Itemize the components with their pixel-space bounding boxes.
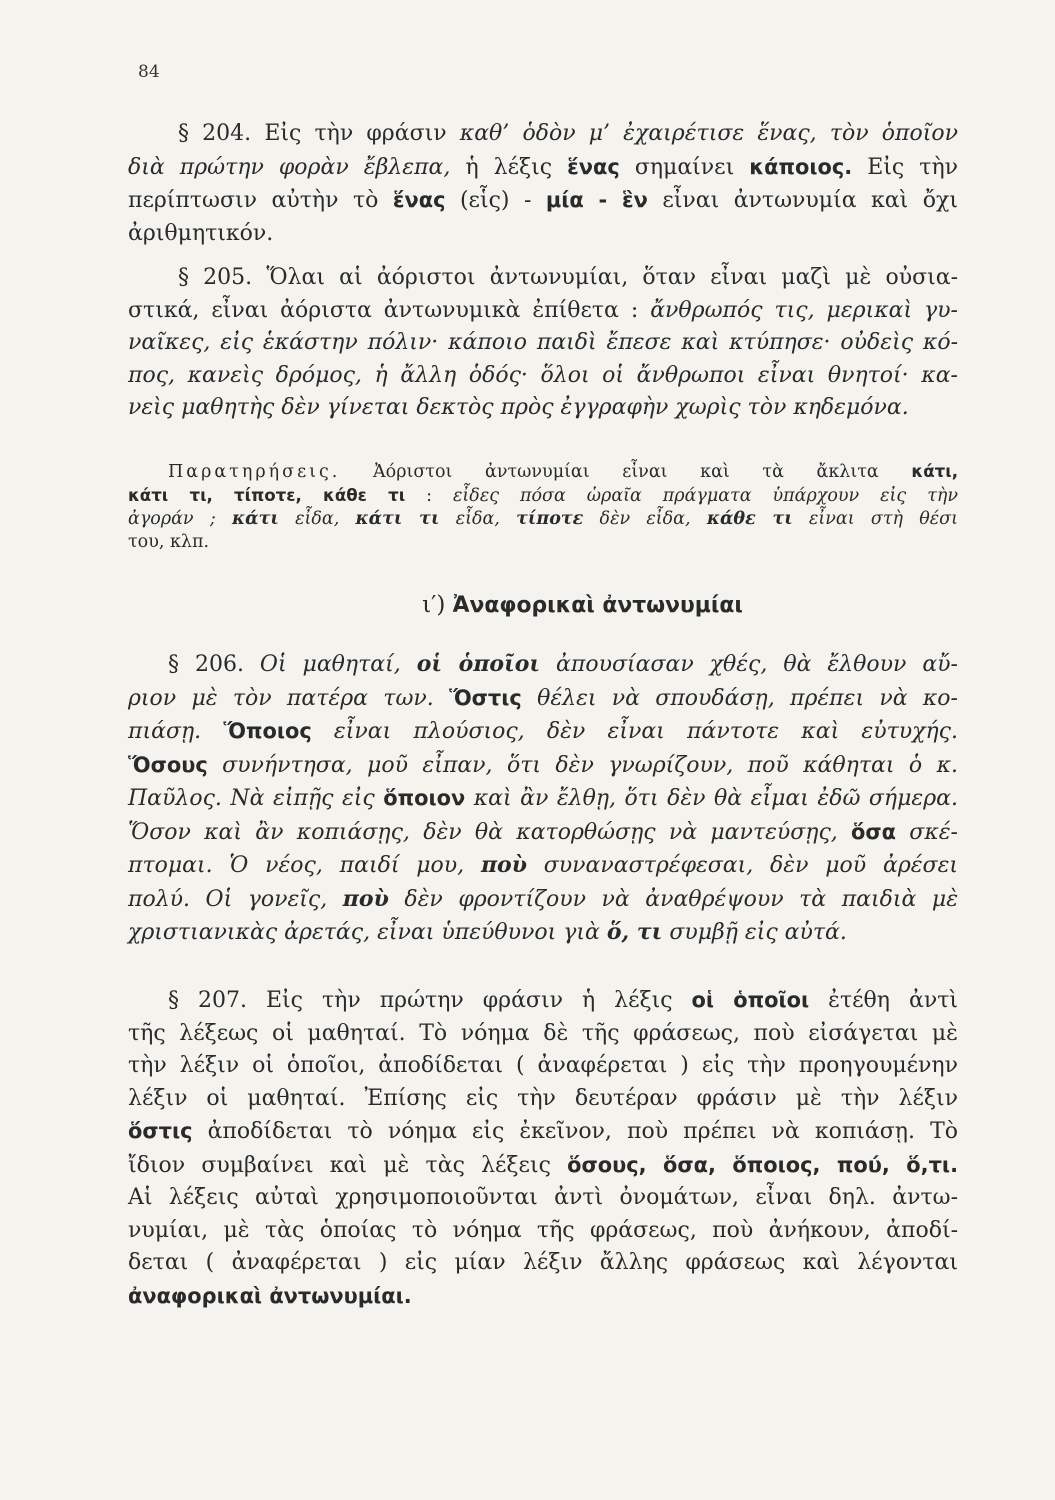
text-line: δεται ( ἀναφέρεται ) εἰς μίαν λέξιν ἄλλης φράσεως καὶ λέγονται [128, 1250, 958, 1275]
observations [128, 460, 958, 554]
text-line: περίπτωσιν αὐτὴν τὸ ἕνας (εἷς) - μία - ἓν εἶναι ἀντωνυμία καὶ ὄχι [128, 188, 958, 213]
text-line: Ὅσους συνήντησα, μοῦ εἶπαν, ὅτι δὲν γνωρίζουν, ποῦ κάθηται ὁ κ. [128, 752, 958, 778]
text-line: πος, κανεὶς δρόμος, ἡ ἄλλη ὁδός· ὅλοι οἱ ἄνθρωποι εἶναι θνητοί· κα- [128, 362, 958, 388]
text-line: § 206. Οἱ μαθηταί, οἱ ὁποῖοι ἀπουσίασαν χθές, θὰ ἔλθουν αὔ- [168, 651, 958, 677]
page-number: 84 [138, 62, 160, 82]
text-line: ἴδιον συμβαίνει καὶ μὲ τὰς λέξεις ὅσους, ὅσα, ὅποιος, πού, ὅ,τι. [128, 1152, 959, 1178]
text-line: νεὶς μαθητὴς δὲν γίνεται δεκτὸς πρὸς ἐγγραφὴν χωρὶς τὸν κηδεμόνα. [128, 395, 909, 420]
text-line: λέξιν οἱ μαθηταί. Ἐπίσης εἰς τὴν δευτέραν φράσιν μὲ τὴν λέξιν [128, 1085, 958, 1111]
text-line: τὴν λέξιν οἱ ὁποῖοι, ἀποδίδεται ( ἀναφέρεται ) εἰς τὴν προηγουμένην [128, 1053, 958, 1078]
text-line: τῆς λέξεως οἱ μαθηταί. Τὸ νόημα δὲ τῆς φράσεως, ποὺ εἰσάγεται μὲ [128, 1020, 958, 1046]
text-line: Παῦλος. Νὰ εἰπῇς εἰς ὅποιον καὶ ἂν ἔλθῃ, ὅτι δὲν θὰ εἶμαι ἐδῶ σήμερα. [128, 786, 958, 811]
text-line: πολύ. Οἱ γονεῖς, ποὺ δὲν φροντίζουν νὰ ἀναθρέψουν τὰ παιδιὰ μὲ [128, 885, 959, 912]
text-line: πτομαι. Ὁ νέος, παιδί μου, ποὺ συναναστρέφεσαι, δὲν μοῦ ἀρέσει [128, 852, 959, 878]
text-line: Παρατηρήσεις. Ἀόριστοι ἀντωνυμίαι εἶναι καὶ τὰ ἄκλιτα κάτι, [168, 462, 958, 482]
text-line: κάτι τι, τίποτε, κάθε τι : εἶδες πόσα ὡραῖα πράγματα ὑπάρχουν εἰς τὴν [128, 486, 958, 506]
observations-label: Παρατηρήσεις. [168, 462, 341, 482]
text-line: ἀγοράν ; κάτι εἶδα, κάτι τι εἶδα, τίποτε δὲν εἶδα, κάθε τι εἶναι στὴ θέσι [128, 509, 958, 529]
paragraph-206 [128, 648, 958, 950]
text-line: στικά, εἶναι ἀόριστα ἀντωνυμικὰ ἐπίθετα : ἄνθρωπός τις, μερικαὶ γυ- [128, 297, 958, 323]
paragraph-207 [128, 984, 958, 1312]
text-line: του, κλπ. [128, 532, 210, 552]
text-line: ριον μὲ τὸν πατέρα των. Ὅστις θέλει νὰ σπουδάσῃ, πρέπει νὰ κο- [128, 685, 958, 711]
text-line: § 205. Ὅλαι αἱ ἀόριστοι ἀντωνυμίαι, ὅταν εἶναι μαζὶ μὲ οὐσια- [178, 265, 958, 290]
text-line: § 204. Εἰς τὴν φράσιν καθ’ ὁδὸν μ’ ἐχαιρέτισε ἕνας, τὸν ὁποῖον [178, 121, 958, 146]
paragraph-205 [128, 262, 958, 425]
text-line: διὰ πρώτην φορὰν ἔβλεπα, ἡ λέξις ἕνας σημαίνει κάποιος. Εἰς τὴν [128, 154, 959, 180]
text-line: ἀναφορικαὶ ἀντωνυμίαι. [128, 1283, 412, 1308]
text-line: χριστιανικὰς ἀρετάς, εἶναι ὑπεύθυνοι γιὰ ὅ, τι συμβῇ εἰς αὐτά. [128, 919, 847, 945]
text-line: Αἱ λέξεις αὐταὶ χρησιμοποιοῦνται ἀντὶ ὀνομάτων, εἶναι δηλ. ἀντω- [128, 1185, 958, 1210]
section-heading: ι′) Ἀναφορικαὶ ἀντωνυμίαι [422, 592, 743, 618]
paragraph-204 [128, 118, 958, 250]
text-line: ἀριθμητικόν. [128, 220, 274, 246]
text-line: § 207. Εἰς τὴν πρώτην φράσιν ἡ λέξις οἱ ὁποῖοι ἐτέθη ἀντὶ [168, 988, 958, 1013]
text-line: ναῖκες, εἰς ἑκάστην πόλιν· κάποιο παιδὶ ἔπεσε καὶ κτύπησε· οὐδεὶς κό- [128, 330, 958, 355]
text-line: πιάσῃ. Ὅποιος εἶναι πλούσιος, δὲν εἶναι πάντοτε καὶ εὐτυχής. [128, 719, 958, 744]
text-line: Ὅσον καὶ ἂν κοπιάσῃς, δὲν θὰ κατορθώσῃς νὰ μαντεύσῃς, ὅσα σκέ- [128, 819, 958, 845]
text-line: ὅστις ἀποδίδεται τὸ νόημα εἰς ἐκεῖνον, ποὺ πρέπει νὰ κοπιάσῃ. Τὸ [128, 1119, 958, 1144]
text-line: νυμίαι, μὲ τὰς ὁποίας τὸ νόημα τῆς φράσεως, ποὺ ἀνήκουν, ἀποδί- [128, 1217, 958, 1243]
